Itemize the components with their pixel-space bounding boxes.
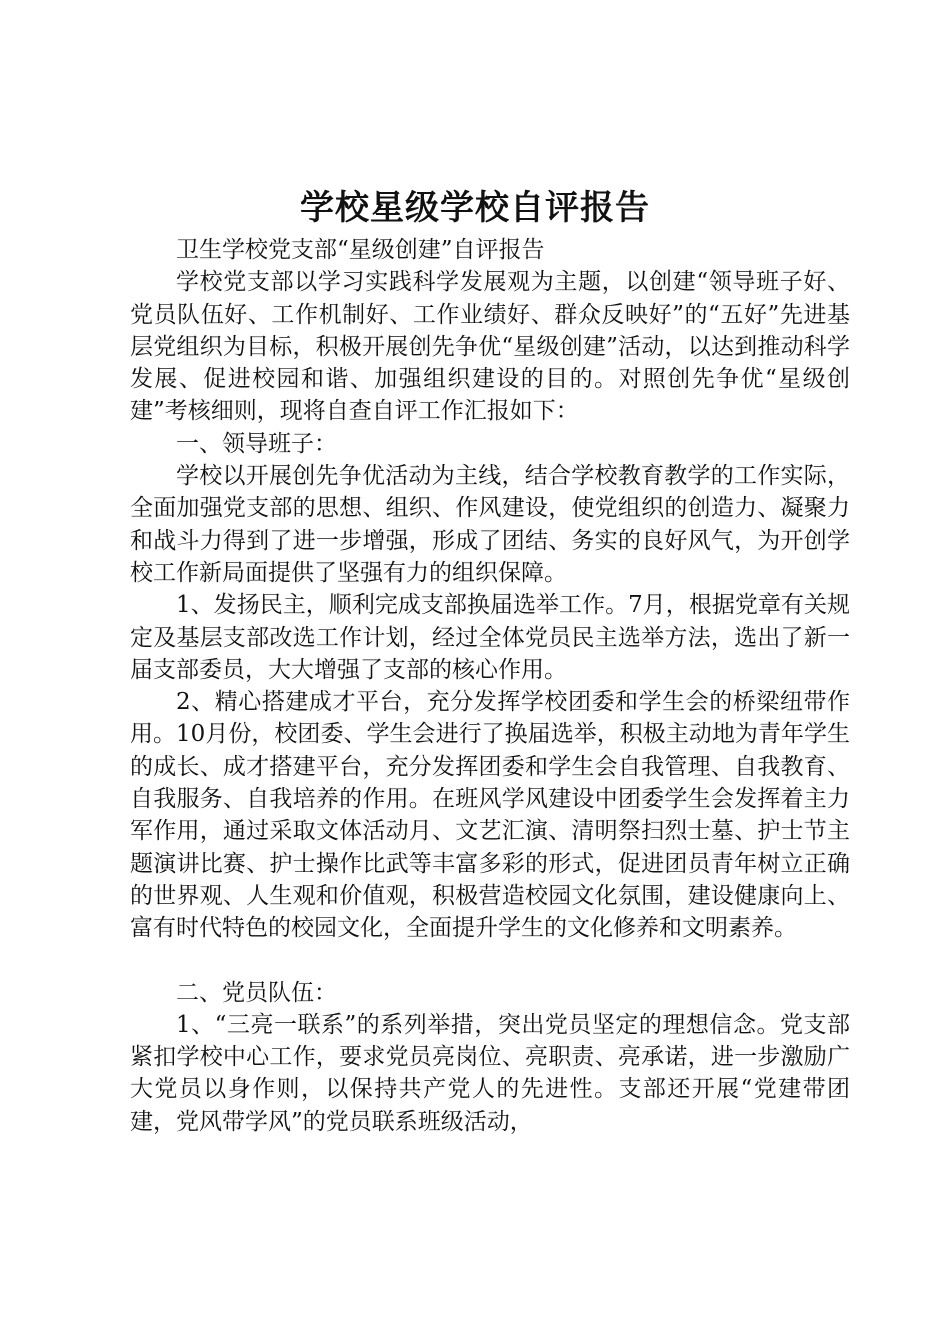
intro-paragraph: 学校党支部以学习实践科学发展观为主题，以创建“领导班子好、党员队伍好、工作机制好、工作业绩好、群众反映好”的“五好”先进基层党组织为目标，积极开展创先争优“星级创建”活动，以达到推动科学发展、促进校园和谐、加强组织建设的目的。对照创先争优“星级创建”考核细则，现将自查自评工作汇报如下： [130,269,850,425]
section-heading-members: 二、党员队伍： [176,979,337,1006]
section-heading-leadership: 一、领导班子： [176,430,337,457]
leadership-paragraph: 学校以开展创先争优活动为主线，结合学校教育教学的工作实际，全面加强党支部的思想、组织、作风建设，使党组织的创造力、凝聚力和战斗力得到了进一步增强，形成了团结、务实的良好风气，为开创学校工作新局面提供了坚强有力的组织保障。 [130,463,850,586]
leadership-item-1: 1、发扬民主，顺利完成支部换届选举工作。7月，根据党章有关规定及基层支部改选工作计划，经过全体党员民主选举方法，选出了新一届支部委员，大大增强了支部的核心作用。 [130,592,850,683]
members-item-1: 1、“三亮一联系”的系列举措，突出党员坚定的理想信念。党支部紧扣学校中心工作，要求党员亮岗位、亮职责、亮承诺，进一步激励广大党员以身作则，以保持共产党人的先进性。支部还开展“党建带团建，党风带学风”的党员联系班级活动， [130,1011,850,1135]
report-subtitle: 卫生学校党支部“星级创建”自评报告 [176,237,545,263]
document-title: 学校星级学校自评报告 [300,188,650,228]
leadership-item-2: 2、精心搭建成才平台，充分发挥学校团委和学生会的桥梁纽带作用。10月份，校团委、学生会进行了换届选举，积极主动地为青年学生的成长、成才搭建平台，充分发挥团委和学生会自我管理、自我教育、自我服务、自我培养的作用。在班风学风建设中团委学生会发挥着主力军作用，通过采取文体活动月、文艺汇演、清明祭扫烈士墓、护士节主题演讲比赛、护士操作比武等丰富多彩的形式，促进团员青年树立正确的世界观、人生观和价值观，积极营造校园文化氛围，建设健康向上、富有时代特色的校园文化，全面提升学生的文化修养和文明素养。 [130,689,850,942]
document-body [130,234,850,1138]
